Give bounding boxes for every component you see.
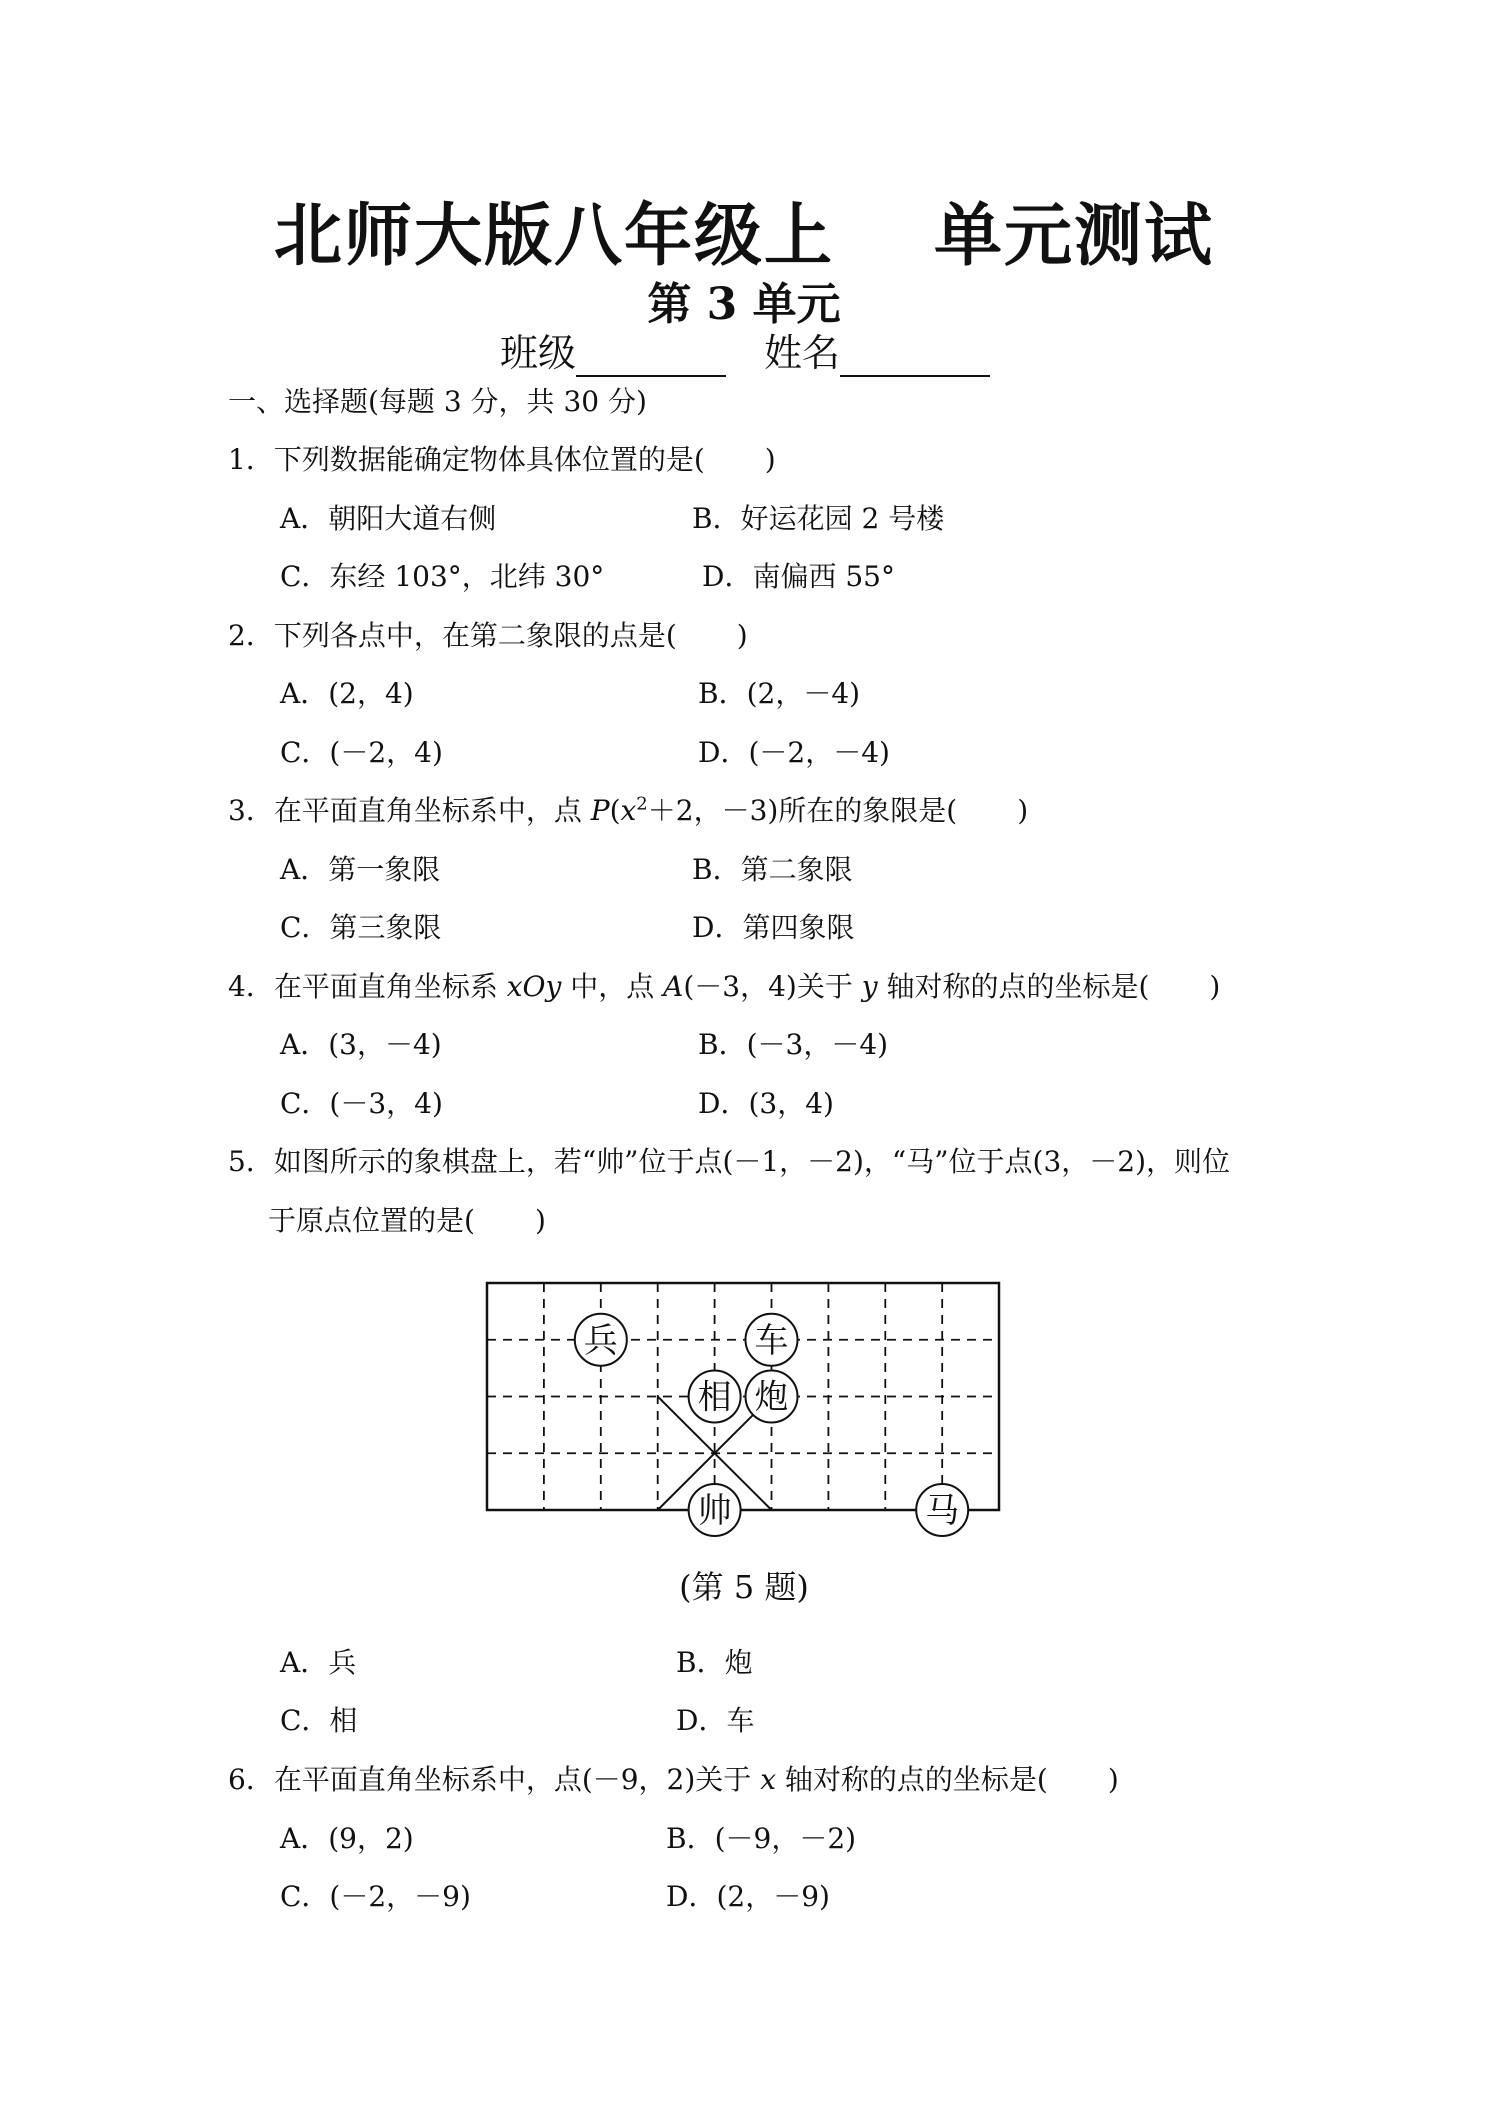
question-4-option-d[interactable]: D．(3，4) (698, 1087, 834, 1120)
question-2-option-a[interactable]: A．(2，4) (280, 677, 414, 710)
question-6-option-b[interactable]: B．(－9，－2) (666, 1822, 857, 1855)
page-title (0, 182, 1488, 279)
question-5-option-a[interactable]: A．兵 (280, 1646, 357, 1679)
question-1-option-b[interactable]: B．好运花园 2 号楼 (692, 502, 945, 535)
question-2-option-b[interactable]: B．(2，－4) (698, 677, 861, 710)
question-5-option-c[interactable]: C．相 (280, 1704, 358, 1737)
question-5-stem-line-2: 于原点位置的是( ) (268, 1204, 546, 1237)
board-pieces (575, 1314, 968, 1536)
question-3-option-c[interactable]: C．第三象限 (280, 911, 442, 944)
class-name-line (500, 322, 990, 377)
question-1-option-c[interactable]: C．东经 103°，北纬 30° (280, 560, 605, 593)
question-5-option-b[interactable]: B．炮 (676, 1646, 753, 1679)
question-4-stem: 4．在平面直角坐标系 xOy 中，点 A(－3，4)关于 y 轴对称的点的坐标是( ) (228, 970, 1221, 1003)
question-4-option-b[interactable]: B．(－3，－4) (698, 1028, 889, 1061)
class-label: 班级 (500, 331, 577, 375)
chess-board-figure (480, 1276, 1010, 1538)
question-6-option-c[interactable]: C．(－2，－9) (280, 1880, 471, 1913)
question-2-stem: 2．下列各点中，在第二象限的点是( ) (228, 619, 748, 652)
unit-subtitle: 第 3 单元 (647, 279, 841, 330)
question-6-option-d[interactable]: D．(2，－9) (666, 1880, 830, 1913)
question-3-stem: 3．在平面直角坐标系中，点 $P(x^2+2$，－3)所在的象限是( ) (228, 793, 1029, 827)
question-3-option-d[interactable]: D．第四象限 (692, 911, 855, 944)
chess-piece-label: 相 (697, 1377, 732, 1418)
figure-caption: (第 5 题) (679, 1568, 809, 1606)
chess-piece-label: 车 (754, 1320, 789, 1361)
board-grid (487, 1283, 999, 1510)
question-5-stem-line-1: 5．如图所示的象棋盘上，若“帅”位于点(－1，－2)，“马”位于点(3，－2)，则位 (228, 1145, 1231, 1178)
question-4-option-a[interactable]: A．(3，－4) (280, 1028, 442, 1061)
class-blank[interactable] (576, 339, 726, 377)
question-6-stem: 6．在平面直角坐标系中，点(－9，2)关于 x 轴对称的点的坐标是( ) (228, 1763, 1119, 1796)
question-2-option-c[interactable]: C．(－2，4) (280, 736, 443, 769)
chess-piece-label: 炮 (754, 1377, 789, 1418)
question-3-option-a[interactable]: A．第一象限 (280, 853, 441, 886)
name-label: 姓名 (764, 331, 841, 375)
chess-piece-label: 兵 (583, 1320, 618, 1361)
question-3-option-b[interactable]: B．第二象限 (692, 853, 853, 886)
question-2-option-d[interactable]: D．(－2，－4) (698, 736, 890, 769)
section-heading: 一、选择题(每题 3 分，共 30 分) (228, 385, 647, 418)
name-blank[interactable] (840, 339, 990, 377)
question-1-option-d[interactable]: D．南偏西 55° (702, 560, 895, 593)
question-6-option-a[interactable]: A．(9，2) (280, 1822, 414, 1855)
chess-piece-label: 帅 (697, 1491, 732, 1531)
question-1-stem: 1．下列数据能确定物体具体位置的是( ) (228, 443, 776, 476)
title-right: 单元测试 (934, 197, 1215, 276)
question-5-option-d[interactable]: D．车 (676, 1704, 755, 1737)
question-1-option-a[interactable]: A．朝阳大道右侧 (280, 502, 497, 535)
title-left: 北师大版八年级上 (273, 197, 834, 276)
question-4-option-c[interactable]: C．(－3，4) (280, 1087, 443, 1120)
chess-piece-label: 马 (925, 1491, 960, 1531)
